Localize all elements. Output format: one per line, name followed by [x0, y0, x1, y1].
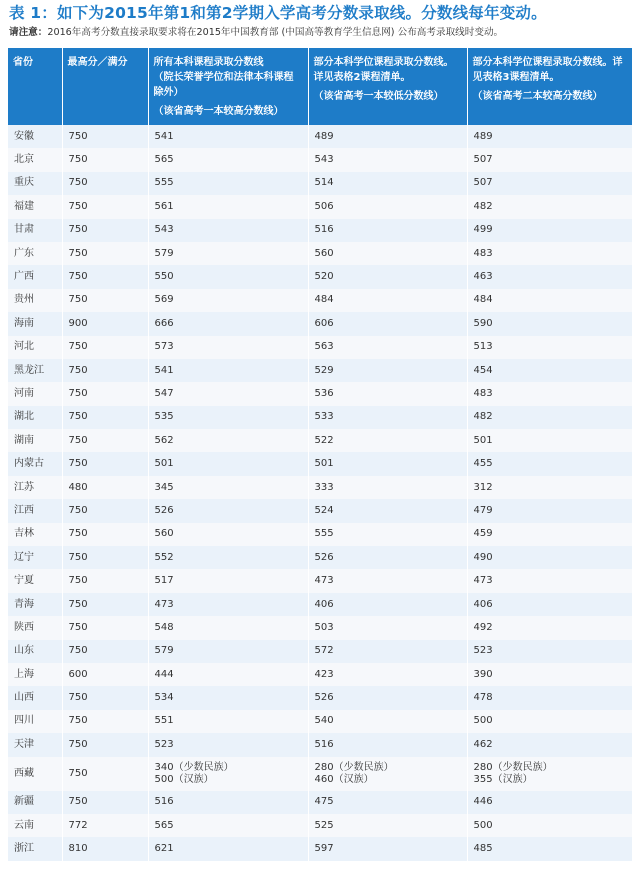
- max-score-cell: 750: [62, 336, 148, 359]
- table2-programs-cell: 520: [308, 265, 467, 288]
- all-programs-cell: [148, 757, 308, 791]
- table-row: [8, 593, 632, 616]
- all-programs-cell: 573: [148, 336, 308, 359]
- table2-programs-cell: 516: [308, 219, 467, 242]
- max-score-cell: 750: [62, 640, 148, 663]
- header-province: [8, 48, 62, 125]
- max-score-cell: 750: [62, 242, 148, 265]
- max-score-cell: 750: [62, 429, 148, 452]
- province-cell: 河南: [8, 382, 62, 405]
- table-row: [8, 429, 632, 452]
- max-score-cell: 750: [62, 289, 148, 312]
- table2-programs-cell: 503: [308, 616, 467, 639]
- table3-programs-cell: 492: [467, 616, 632, 639]
- table2-programs-cell: 333: [308, 476, 467, 499]
- all-programs-cell: 579: [148, 640, 308, 663]
- table2-programs-cell: 597: [308, 837, 467, 860]
- table2-programs-cell: 506: [308, 195, 467, 218]
- table2-programs-cell: 475: [308, 791, 467, 814]
- province-cell: 甘肃: [8, 219, 62, 242]
- all-programs-cell: 551: [148, 710, 308, 733]
- max-score-cell: 750: [62, 172, 148, 195]
- table-row: [8, 733, 632, 756]
- table-row: [8, 523, 632, 546]
- table3-programs-cell: 463: [467, 265, 632, 288]
- table-row: [8, 336, 632, 359]
- max-score-cell: 480: [62, 476, 148, 499]
- all-programs-cell: 565: [148, 814, 308, 837]
- table2-programs-cell: 526: [308, 686, 467, 709]
- table2-programs-cell: 484: [308, 289, 467, 312]
- province-cell: 山东: [8, 640, 62, 663]
- max-score-cell: 750: [62, 733, 148, 756]
- province-cell: 贵州: [8, 289, 62, 312]
- table3-programs-cell: 482: [467, 195, 632, 218]
- header-province-label: 省份: [13, 57, 33, 68]
- table3-programs-cell: 459: [467, 523, 632, 546]
- table2-programs-cell: 514: [308, 172, 467, 195]
- table3-programs-cell: 499: [467, 219, 632, 242]
- all-programs-cell: 345: [148, 476, 308, 499]
- table-row: [8, 757, 632, 791]
- province-cell: 云南: [8, 814, 62, 837]
- province-cell: 新疆: [8, 791, 62, 814]
- table3-programs-cell: 483: [467, 242, 632, 265]
- header-table3-programs-label: 部分本科学位课程录取分数线。详见表格3课程清单。: [472, 57, 623, 83]
- all-programs-cell: 501: [148, 452, 308, 475]
- table-row: [8, 148, 632, 171]
- table-row: [8, 406, 632, 429]
- header-all-programs: [148, 48, 308, 125]
- max-score-cell: 750: [62, 593, 148, 616]
- all-programs-cell: 547: [148, 382, 308, 405]
- table3-programs-cell: 590: [467, 312, 632, 335]
- max-score-cell: 600: [62, 663, 148, 686]
- table3-programs-cell: 485: [467, 837, 632, 860]
- all-programs-cell-line: 340（少数民族）: [154, 761, 234, 773]
- all-programs-cell: 535: [148, 406, 308, 429]
- table-row: [8, 172, 632, 195]
- province-cell: 青海: [8, 593, 62, 616]
- max-score-cell: 750: [62, 195, 148, 218]
- table-row: [8, 546, 632, 569]
- table-row: [8, 359, 632, 382]
- table3-programs-cell: 390: [467, 663, 632, 686]
- province-cell: 辽宁: [8, 546, 62, 569]
- table3-programs-cell: 406: [467, 593, 632, 616]
- all-programs-cell: 541: [148, 359, 308, 382]
- table2-programs-cell: 526: [308, 546, 467, 569]
- province-cell: 江苏: [8, 476, 62, 499]
- table-row: [8, 791, 632, 814]
- all-programs-cell: 444: [148, 663, 308, 686]
- table-row: [8, 616, 632, 639]
- table-row: [8, 686, 632, 709]
- province-cell: 北京: [8, 148, 62, 171]
- max-score-cell: 810: [62, 837, 148, 860]
- max-score-cell: 750: [62, 148, 148, 171]
- province-cell: 山西: [8, 686, 62, 709]
- table3-programs-cell-line: 355（汉族）: [473, 773, 533, 785]
- table-row: [8, 125, 632, 148]
- province-cell: 湖北: [8, 406, 62, 429]
- province-cell: 上海: [8, 663, 62, 686]
- all-programs-cell: 541: [148, 125, 308, 148]
- table2-programs-cell: 572: [308, 640, 467, 663]
- header-max-score: [62, 48, 148, 125]
- table-row: [8, 569, 632, 592]
- table3-programs-cell: 501: [467, 429, 632, 452]
- province-cell: 吉林: [8, 523, 62, 546]
- table2-programs-cell: 543: [308, 148, 467, 171]
- table2-programs-cell: 516: [308, 733, 467, 756]
- province-cell: 西藏: [8, 757, 62, 791]
- table-row: [8, 499, 632, 522]
- all-programs-cell: 523: [148, 733, 308, 756]
- table3-programs-cell: 482: [467, 406, 632, 429]
- table3-programs-cell-line: 280（少数民族）: [473, 761, 553, 773]
- all-programs-cell: 534: [148, 686, 308, 709]
- table2-programs-cell: 525: [308, 814, 467, 837]
- max-score-cell: 750: [62, 757, 148, 791]
- max-score-cell: 772: [62, 814, 148, 837]
- table-row: [8, 312, 632, 335]
- table-row: [8, 452, 632, 475]
- all-programs-cell: 562: [148, 429, 308, 452]
- table3-programs-cell: 462: [467, 733, 632, 756]
- table-row: [8, 289, 632, 312]
- table-row: [8, 195, 632, 218]
- province-cell: 海南: [8, 312, 62, 335]
- table-row: [8, 814, 632, 837]
- max-score-cell: 750: [62, 569, 148, 592]
- table-row: [8, 663, 632, 686]
- table2-programs-cell: 563: [308, 336, 467, 359]
- table3-programs-cell: 484: [467, 289, 632, 312]
- table3-programs-cell: 513: [467, 336, 632, 359]
- table3-programs-cell: 473: [467, 569, 632, 592]
- table2-programs-cell: 540: [308, 710, 467, 733]
- table3-programs-cell: 507: [467, 172, 632, 195]
- table-row: [8, 265, 632, 288]
- header-table2-programs-sub: （该省高考一本较低分数线）: [313, 91, 444, 102]
- table3-programs-cell: 455: [467, 452, 632, 475]
- table3-programs-cell: 446: [467, 791, 632, 814]
- table2-programs-cell: 533: [308, 406, 467, 429]
- table3-programs-cell: 490: [467, 546, 632, 569]
- table3-programs-cell: 500: [467, 814, 632, 837]
- province-cell: 黑龙江: [8, 359, 62, 382]
- table2-programs-cell-line: 460（汉族）: [314, 773, 374, 785]
- table2-programs-cell: 406: [308, 593, 467, 616]
- table2-programs-cell: 423: [308, 663, 467, 686]
- max-score-cell: 900: [62, 312, 148, 335]
- table-row: [8, 837, 632, 860]
- table2-programs-cell: 529: [308, 359, 467, 382]
- table3-programs-cell: 312: [467, 476, 632, 499]
- table-row: [8, 219, 632, 242]
- max-score-cell: 750: [62, 125, 148, 148]
- table3-programs-cell: 489: [467, 125, 632, 148]
- max-score-cell: 750: [62, 382, 148, 405]
- header-table2-programs: [308, 48, 467, 125]
- max-score-cell: 750: [62, 686, 148, 709]
- header-table3-programs: [467, 48, 632, 125]
- max-score-cell: 750: [62, 219, 148, 242]
- all-programs-cell: 516: [148, 791, 308, 814]
- table-row: [8, 242, 632, 265]
- all-programs-cell: 548: [148, 616, 308, 639]
- table2-programs-cell: 606: [308, 312, 467, 335]
- all-programs-cell-line: 500（汉族）: [154, 773, 214, 785]
- table2-programs-cell: [308, 757, 467, 791]
- table2-programs-cell: 555: [308, 523, 467, 546]
- table3-programs-cell: 523: [467, 640, 632, 663]
- table3-programs-cell: 454: [467, 359, 632, 382]
- province-cell: 福建: [8, 195, 62, 218]
- table-row: [8, 382, 632, 405]
- max-score-cell: 750: [62, 523, 148, 546]
- table2-programs-cell: 524: [308, 499, 467, 522]
- all-programs-cell: 526: [148, 499, 308, 522]
- max-score-cell: 750: [62, 791, 148, 814]
- max-score-cell: 750: [62, 710, 148, 733]
- province-cell: 宁夏: [8, 569, 62, 592]
- all-programs-cell: 569: [148, 289, 308, 312]
- max-score-cell: 750: [62, 359, 148, 382]
- province-cell: 安徽: [8, 125, 62, 148]
- note-prefix: 请注意：: [9, 27, 48, 38]
- table3-programs-cell: 500: [467, 710, 632, 733]
- table2-programs-cell: 501: [308, 452, 467, 475]
- table2-programs-cell: 560: [308, 242, 467, 265]
- all-programs-cell: 517: [148, 569, 308, 592]
- table-row: [8, 710, 632, 733]
- table3-programs-cell: 478: [467, 686, 632, 709]
- max-score-cell: 750: [62, 499, 148, 522]
- table-row: [8, 476, 632, 499]
- province-cell: 重庆: [8, 172, 62, 195]
- max-score-cell: 750: [62, 546, 148, 569]
- province-cell: 天津: [8, 733, 62, 756]
- province-cell: 四川: [8, 710, 62, 733]
- province-cell: 江西: [8, 499, 62, 522]
- max-score-cell: 750: [62, 265, 148, 288]
- table2-programs-cell: 489: [308, 125, 467, 148]
- table2-programs-cell: 473: [308, 569, 467, 592]
- all-programs-cell: 543: [148, 219, 308, 242]
- all-programs-cell: 579: [148, 242, 308, 265]
- all-programs-cell: 666: [148, 312, 308, 335]
- table-note: [9, 24, 503, 38]
- table3-programs-cell: 507: [467, 148, 632, 171]
- header-all-programs-extra: （院长荣誉学位和法律本科课程除外）: [153, 72, 294, 98]
- max-score-cell: 750: [62, 616, 148, 639]
- province-cell: 河北: [8, 336, 62, 359]
- table-body: [8, 125, 632, 861]
- table-title: 表 1：如下为2015年第1和第2学期入学高考分数录取线。分数线每年变动。: [9, 4, 547, 22]
- table2-programs-cell-line: 280（少数民族）: [314, 761, 394, 773]
- all-programs-cell: 565: [148, 148, 308, 171]
- province-cell: 内蒙古: [8, 452, 62, 475]
- all-programs-cell: 552: [148, 546, 308, 569]
- table2-programs-cell: 522: [308, 429, 467, 452]
- note-text: 2016年高考分数直接录取要求将在2015年中国教育部 (中国高等教育学生信息网) 公布高考录取线时变动。: [47, 27, 504, 38]
- all-programs-cell: 555: [148, 172, 308, 195]
- province-cell: 广东: [8, 242, 62, 265]
- header-table3-programs-sub: （该省高考二本较高分数线）: [472, 91, 603, 102]
- province-cell: 陕西: [8, 616, 62, 639]
- table-header-row: [8, 48, 632, 125]
- all-programs-cell: 473: [148, 593, 308, 616]
- header-table2-programs-label: 部分本科学位课程录取分数线。详见表格2课程清单。: [313, 57, 454, 83]
- province-cell: 浙江: [8, 837, 62, 860]
- all-programs-cell: 561: [148, 195, 308, 218]
- all-programs-cell: 621: [148, 837, 308, 860]
- max-score-cell: 750: [62, 452, 148, 475]
- table3-programs-cell: [467, 757, 632, 791]
- header-max-score-label: 最高分／满分: [67, 57, 128, 68]
- table2-programs-cell: 536: [308, 382, 467, 405]
- header-all-programs-sub: （该省高考一本较高分数线）: [153, 106, 284, 117]
- all-programs-cell: 550: [148, 265, 308, 288]
- table3-programs-cell: 483: [467, 382, 632, 405]
- max-score-cell: 750: [62, 406, 148, 429]
- province-cell: 广西: [8, 265, 62, 288]
- table3-programs-cell: 479: [467, 499, 632, 522]
- all-programs-cell: 560: [148, 523, 308, 546]
- table-row: [8, 640, 632, 663]
- header-all-programs-label: 所有本科课程录取分数线: [153, 57, 264, 68]
- cutoff-table: [8, 48, 632, 861]
- province-cell: 湖南: [8, 429, 62, 452]
